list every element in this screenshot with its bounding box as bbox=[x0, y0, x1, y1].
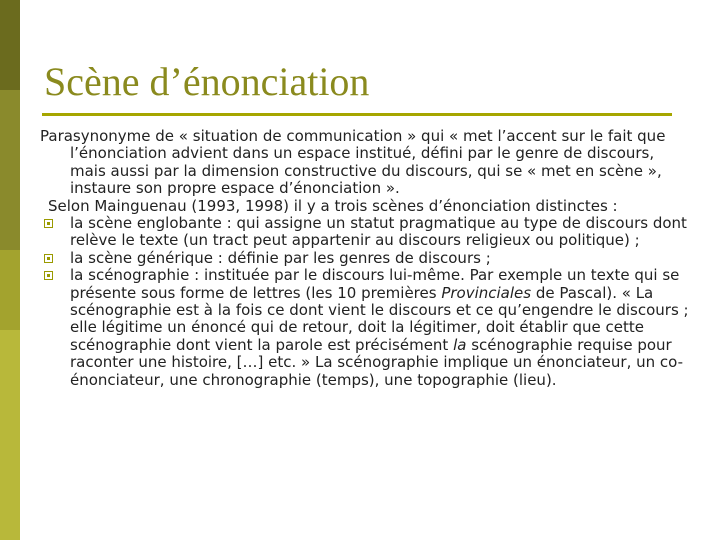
sidebar-segment bbox=[0, 330, 20, 540]
list-item bbox=[40, 215, 690, 250]
list-item bbox=[40, 267, 690, 389]
sidebar-segment bbox=[0, 90, 20, 250]
slide-title: Scène d’énonciation bbox=[44, 59, 370, 104]
selon-paragraph: Selon Mainguenau (1993, 1998) il y a trois scènes d’énonciation distinctes : bbox=[48, 196, 618, 215]
bullet-text: la scène englobante : qui assigne un statut pragmatique au type de discours dont relève le texte (un tract peut appartenir au discours religieux ou politique) ; bbox=[70, 214, 687, 250]
slide-body bbox=[40, 128, 690, 389]
square-bullet-icon bbox=[44, 254, 53, 263]
bullet-text-part: la scénographie : instituée par le discours lui-même. Par exemple un texte qui se présente sous forme de lettres (les 10 premières bbox=[70, 266, 680, 302]
square-bullet-icon bbox=[44, 271, 53, 280]
bullet-text-part: de Pascal). « La scénographie est à la fois ce dont vient le discours et ce qu’engendre le discours ; elle légitime un énoncé qui de retour, doit la légitimer, doit établir que cette scénographie dont vient la parole est précisément bbox=[70, 283, 689, 354]
bullet-list bbox=[40, 215, 690, 389]
left-decorative-sidebar bbox=[0, 0, 20, 540]
square-bullet-icon bbox=[44, 219, 53, 228]
italic-provinciales: Provinciales bbox=[441, 283, 532, 302]
intro-paragraph: Parasynonyme de « situation de communication » qui « met l’accent sur le fait que l’énonciation advient dans un espace institué, défini par le genre de discours, mais aussi par la dimension constructive du discours, qui se « met en scène », instaure son propre espace d’énonciation ». bbox=[40, 127, 666, 198]
bullet-text-part: scénographie requise pour raconter une histoire, […] etc. » La scénographie implique un énonciateur, un co-énonciateur, une chronographie (temps), une topographie (lieu). bbox=[70, 335, 684, 389]
sidebar-segment bbox=[0, 250, 20, 330]
sidebar-segment bbox=[0, 0, 20, 90]
italic-la: la bbox=[453, 335, 467, 354]
title-underline bbox=[42, 113, 672, 116]
bullet-text: la scène générique : définie par les genres de discours ; bbox=[70, 248, 491, 267]
list-item bbox=[40, 250, 690, 267]
